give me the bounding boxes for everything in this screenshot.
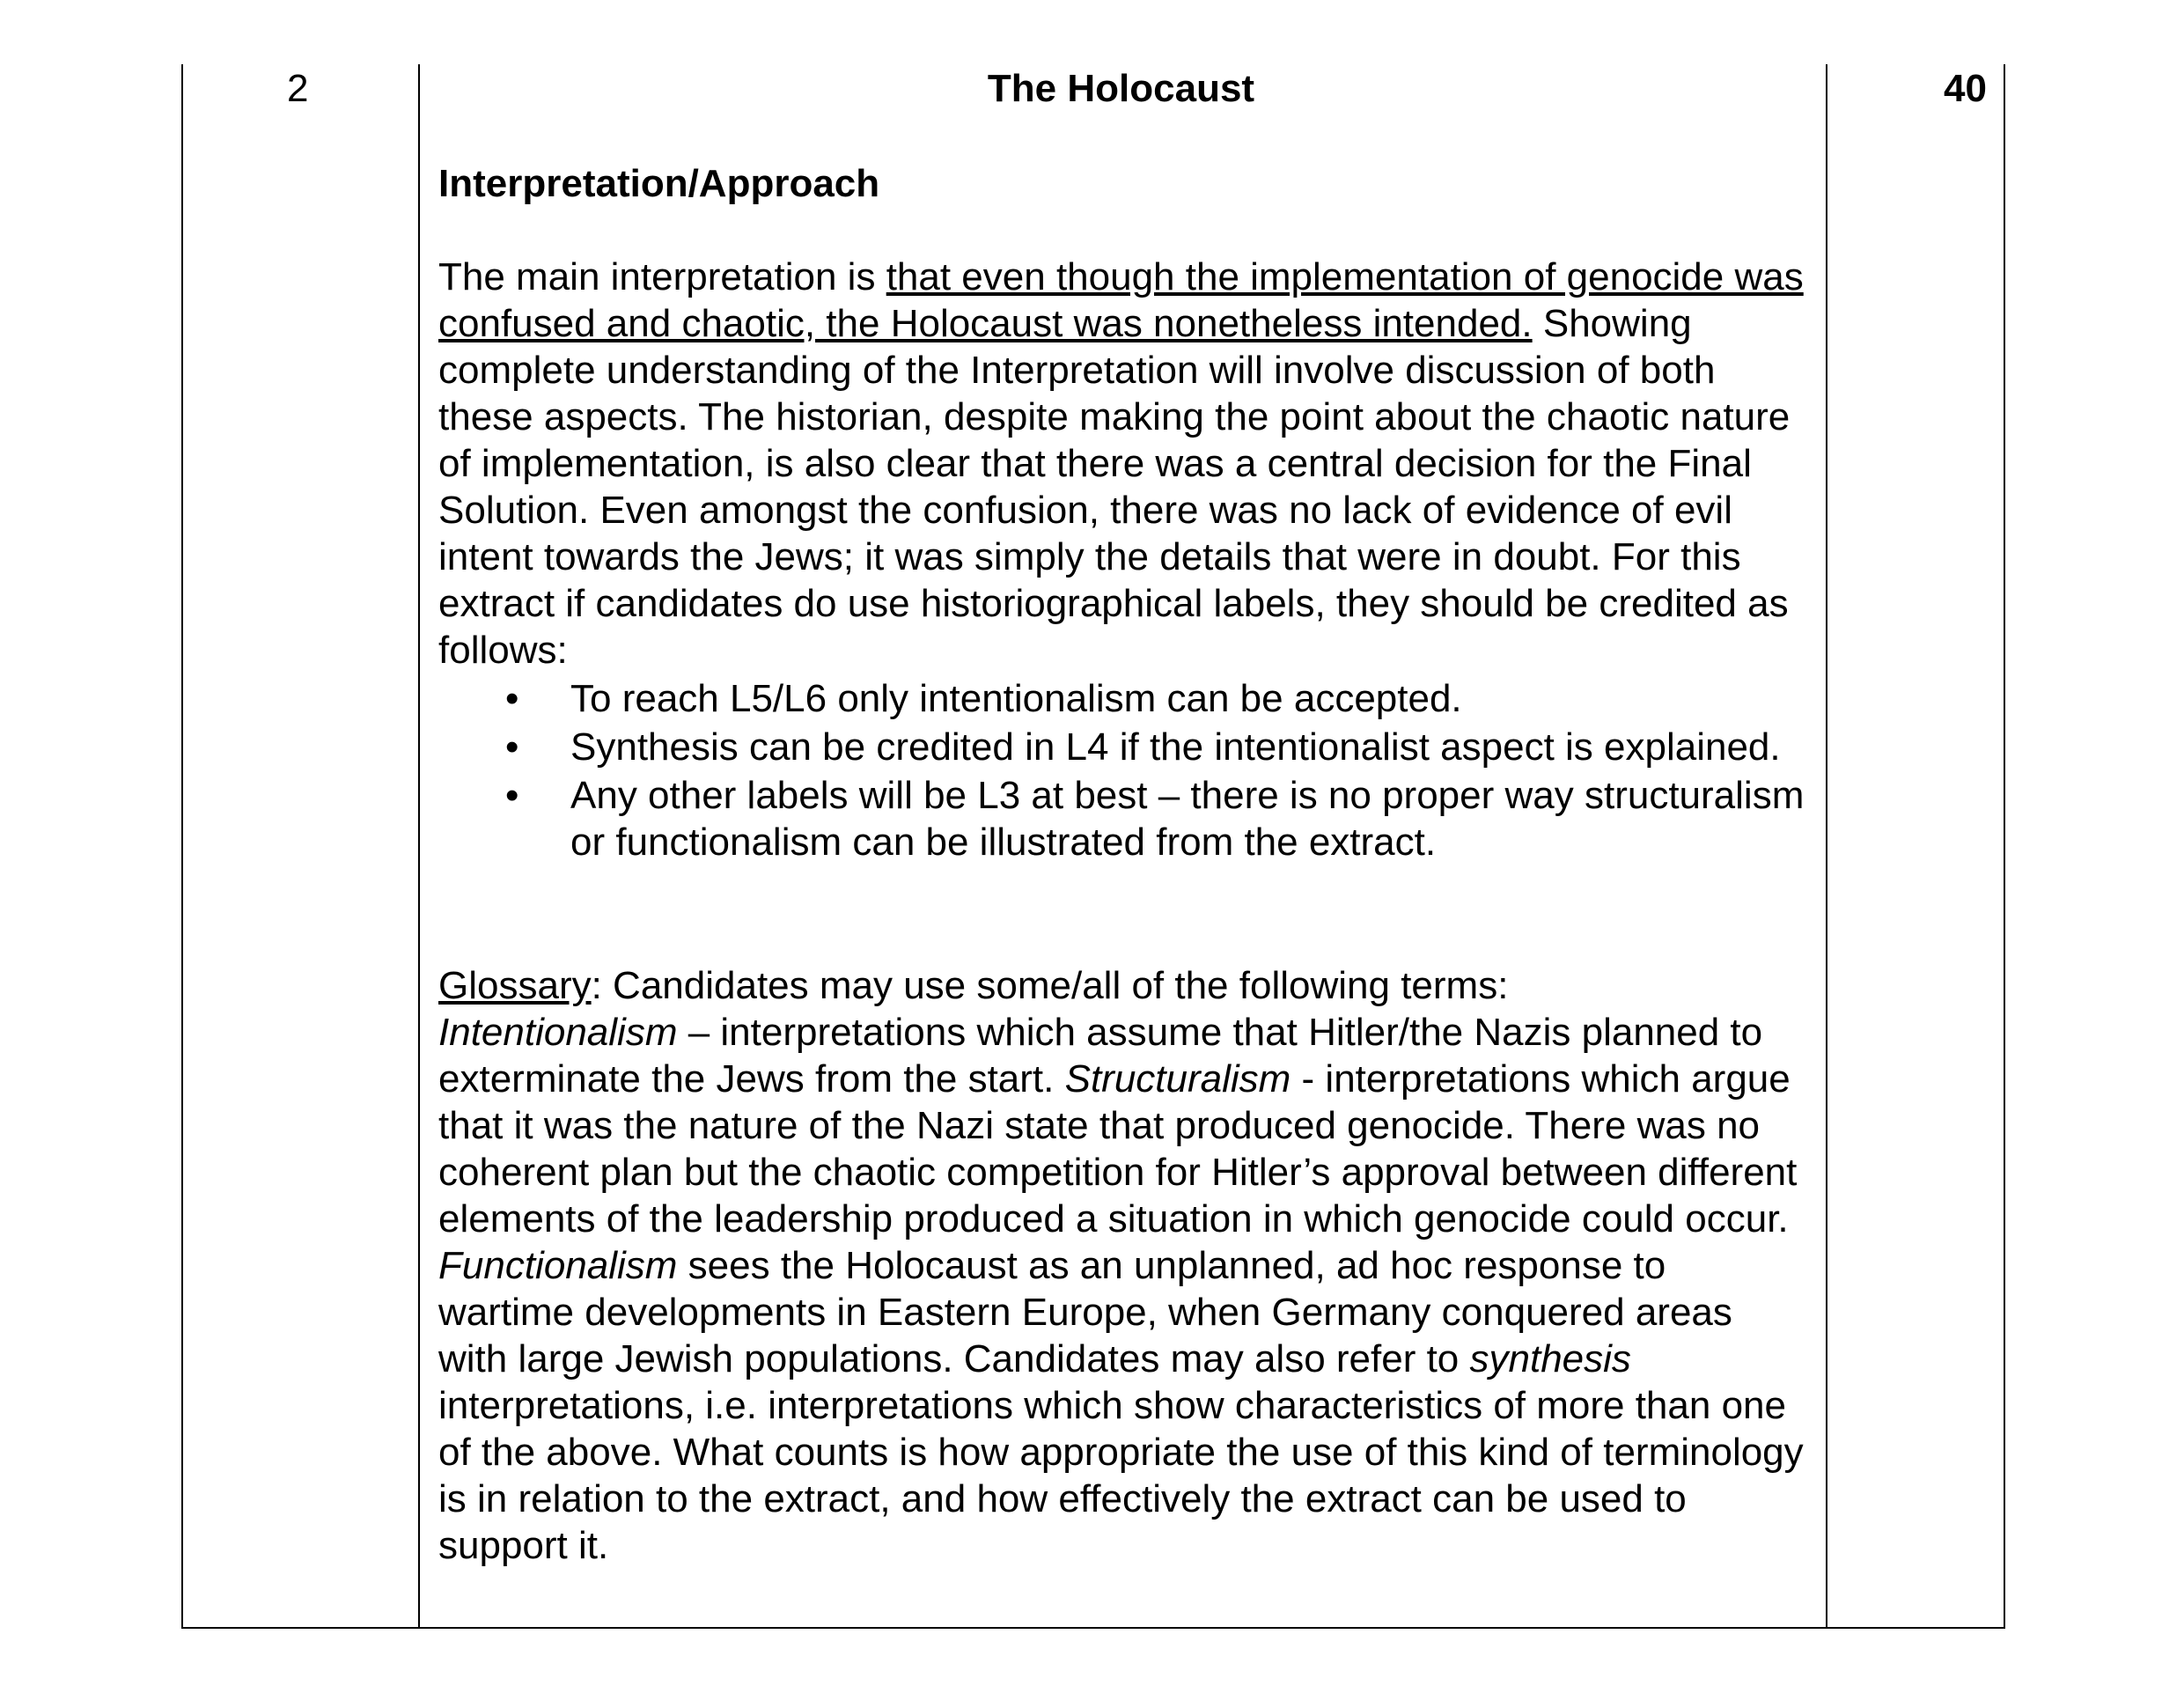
term-synthesis: synthesis — [1469, 1337, 1631, 1380]
marks-value: 40 — [1944, 67, 1987, 110]
list-item-text: Synthesis can be credited in L4 if the intentionalist aspect is explained. — [570, 725, 1781, 769]
section-heading: Interpretation/Approach — [438, 162, 880, 205]
credit-list — [438, 675, 1812, 865]
list-item — [438, 724, 1812, 770]
glossary-paragraph — [438, 962, 1812, 1569]
intro-lead: The main interpretation is — [438, 255, 886, 298]
glossary-lead: : Candidates may use some/all of the following terms: — [591, 964, 1509, 1007]
bullet-icon: • — [505, 725, 519, 769]
term-intentionalism: Intentionalism — [438, 1011, 678, 1054]
column-divider-left — [418, 64, 420, 1627]
list-item — [438, 675, 1812, 722]
definition-functionalism: sees the Holocaust as an unplanned, ad hoc response to wartime developments in Eastern Europe, when Germany conquered areas with large Jewish populations. Candidates may also refer to — [438, 1244, 1732, 1380]
term-functionalism: Functionalism — [438, 1244, 678, 1287]
bullet-icon: • — [505, 677, 519, 720]
intro-rest: Showing complete understanding of the Interpretation will involve discussion of both these aspects. The historian, despite making the point about the chaotic nature of implementation, is also clear that there was a central decision for the Final Solution. Even amongst the confusion, there was no lack of evidence of evil intent towards the Jews; it was simply the details that were in doubt. For this extract if candidates do use historiographical labels, they should be credited as follows: — [438, 302, 1791, 672]
main-interpretation: that even though the implementation of genocide was confused and chaotic, the Holocaust was nonetheless intended. — [438, 255, 1804, 345]
definition-synthesis: interpretations, i.e. interpretations which show characteristics of more than one of the above. What counts is how appropriate the use of this kind of terminology is in relation to the extract, and how effectively the extract can be used to support it. — [438, 1384, 1804, 1567]
definition-structuralism: - interpretations which argue that it was the nature of the Nazi state that produced genocide. There was no coherent plan but the chaotic competition for Hitler’s approval between different elements of the leadership produced a situation in which genocide could occur. — [438, 1057, 1798, 1240]
definition-intentionalism: – interpretations which assume that Hitler/the Nazis planned to exterminate the Jews from the start. — [438, 1011, 1763, 1100]
page-title: The Holocaust — [987, 67, 1255, 110]
bullet-icon: • — [505, 774, 519, 817]
list-item-text: To reach L5/L6 only intentionalism can be accepted. — [570, 677, 1462, 720]
list-item-text: Any other labels will be L3 at best – there is no proper way structuralism or functionalism can be illustrated from the extract. — [570, 774, 1805, 864]
question-number: 2 — [287, 67, 309, 110]
interpretation-paragraph — [438, 254, 1812, 674]
answer-guidance — [438, 160, 1812, 1569]
list-item — [438, 772, 1812, 865]
glossary-label: Glossary — [438, 964, 592, 1007]
term-structuralism: Structuralism — [1064, 1057, 1291, 1100]
column-divider-right — [1826, 64, 1827, 1627]
